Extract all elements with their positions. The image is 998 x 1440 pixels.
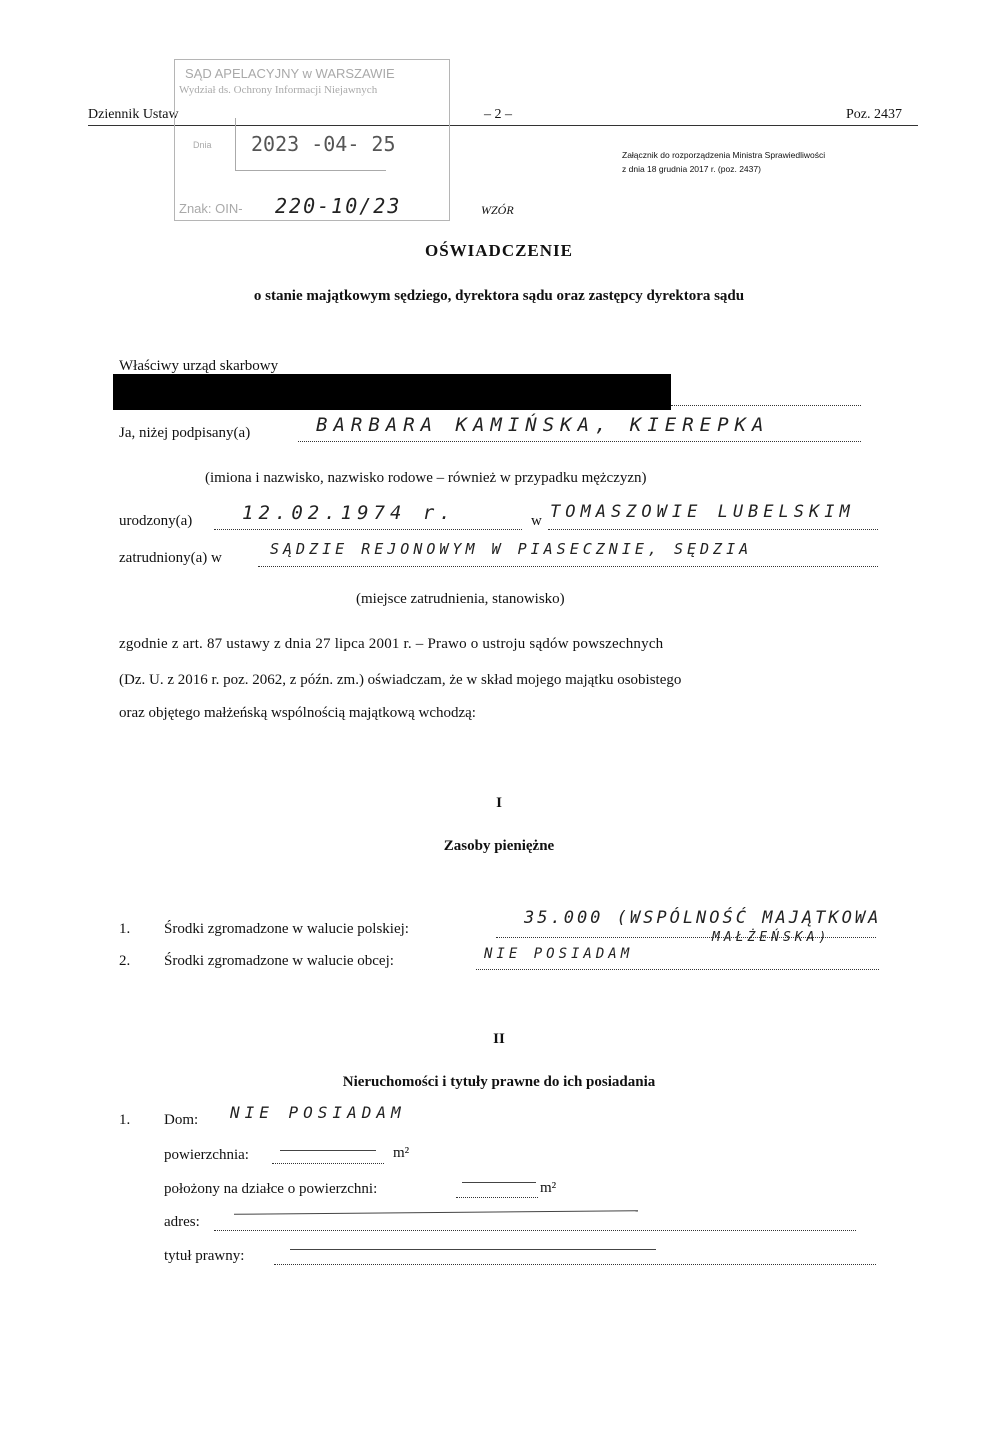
pln-funds-value-continued: MAŁŻEŃSKA) [712, 930, 831, 945]
declarant-name: BARBARA KAMIŃSKA, KIEREPKA [316, 414, 770, 436]
employed-label: zatrudniony(a) w [119, 550, 222, 566]
legal-text-line2: (Dz. U. z 2016 r. poz. 2062, z późn. zm.) oświadczam, że w skład mojego majątku osobistego [119, 672, 682, 688]
plot-area-line [456, 1197, 538, 1198]
born-place-line [548, 529, 878, 530]
stamp-court-name: SĄD APELACYJNY w WARSZAWIE [185, 66, 395, 81]
house-value: NIE POSIADAM [230, 1103, 406, 1122]
legal-title-label: tytuł prawny: [164, 1248, 245, 1264]
stamp-date-label: Dnia [193, 140, 212, 150]
pln-funds-label: Środki zgromadzone w walucie polskiej: [164, 921, 409, 937]
annex-note-line2: z dnia 18 grudnia 2017 r. (poz. 2437) [622, 164, 761, 174]
house-area-unit: m² [393, 1145, 410, 1161]
declarant-label: Ja, niżej podpisany(a) [119, 425, 251, 441]
foreign-funds-number: 2. [119, 953, 131, 969]
document-title: OŚWIADCZENIE [424, 241, 574, 260]
template-label: WZÓR [481, 203, 514, 217]
declarant-name-line [298, 441, 861, 442]
plot-area-label: położony na działce o powierzchni: [164, 1181, 378, 1197]
section2-number: II [493, 1031, 505, 1047]
section1-title: Zasoby pieniężne [443, 838, 555, 854]
annex-note-line1: Załącznik do rozporządzenia Ministra Sprawiedliwości [622, 150, 826, 160]
house-area-line [272, 1163, 384, 1164]
legal-text-line3: oraz objętego małżeńską wspólnością majątkową wchodzą: [119, 705, 476, 721]
legal-title-line [274, 1264, 876, 1265]
tax-office-redaction [113, 374, 671, 410]
stamp-date: 2023 -04- 25 [251, 132, 396, 156]
address-line [214, 1230, 856, 1231]
foreign-funds-value: NIE POSIADAM [484, 946, 634, 962]
pln-funds-value: 35.000 (WSPÓLNOŚĆ MAJĄTKOWA [524, 908, 882, 928]
born-place: TOMASZOWIE LUBELSKIM [550, 502, 855, 522]
born-date-line [214, 529, 522, 530]
document-subtitle: o stanie majątkowym sędziego, dyrektora sądu oraz zastępcy dyrektora sądu [253, 288, 745, 304]
house-number: 1. [119, 1112, 131, 1128]
legal-title-strikethrough [290, 1249, 656, 1250]
tax-office-dotted-line [671, 405, 861, 406]
born-in-label: w [531, 513, 542, 529]
address-label: adres: [164, 1214, 200, 1230]
house-label: Dom: [164, 1112, 199, 1128]
legal-text-line1: zgodnie z art. 87 ustawy z dnia 27 lipca 2001 r. – Prawo o ustroju sądów powszechnych [119, 636, 664, 652]
plot-area-unit: m² [540, 1180, 557, 1196]
declarant-name-hint: (imiona i nazwisko, nazwisko rodowe – również w przypadku mężczyzn) [205, 470, 647, 486]
page-number: – 2 – [484, 107, 512, 122]
born-date: 12.02.1974 r. [242, 502, 456, 524]
stamp-reference-label: Znak: OIN- [179, 201, 243, 216]
address-strikethrough [234, 1210, 638, 1215]
house-area-label: powierzchnia: [164, 1147, 249, 1163]
stamp-reference-number: 220-10/23 [275, 194, 402, 218]
tax-office-label: Właściwy urząd skarbowy [119, 358, 279, 374]
position-number: Poz. 2437 [846, 107, 902, 122]
section2-title: Nieruchomości i tytuły prawne do ich posiadania [342, 1074, 656, 1090]
foreign-funds-line [476, 969, 879, 970]
employer-line [258, 566, 878, 567]
employer-hint: (miejsce zatrudnienia, stanowisko) [356, 591, 565, 607]
plot-area-strikethrough [462, 1182, 536, 1183]
born-label: urodzony(a) [119, 513, 193, 529]
foreign-funds-label: Środki zgromadzone w walucie obcej: [164, 953, 394, 969]
journal-name: Dziennik Ustaw [88, 107, 179, 122]
section1-number: I [496, 795, 502, 811]
pln-funds-number: 1. [119, 921, 131, 937]
employer: SĄDZIE REJONOWYM W PIASECZNIE, SĘDZIA [270, 540, 753, 558]
house-area-strikethrough [280, 1150, 376, 1151]
stamp-department: Wydział ds. Ochrony Informacji Niejawnych [179, 84, 378, 96]
court-stamp [174, 59, 450, 221]
